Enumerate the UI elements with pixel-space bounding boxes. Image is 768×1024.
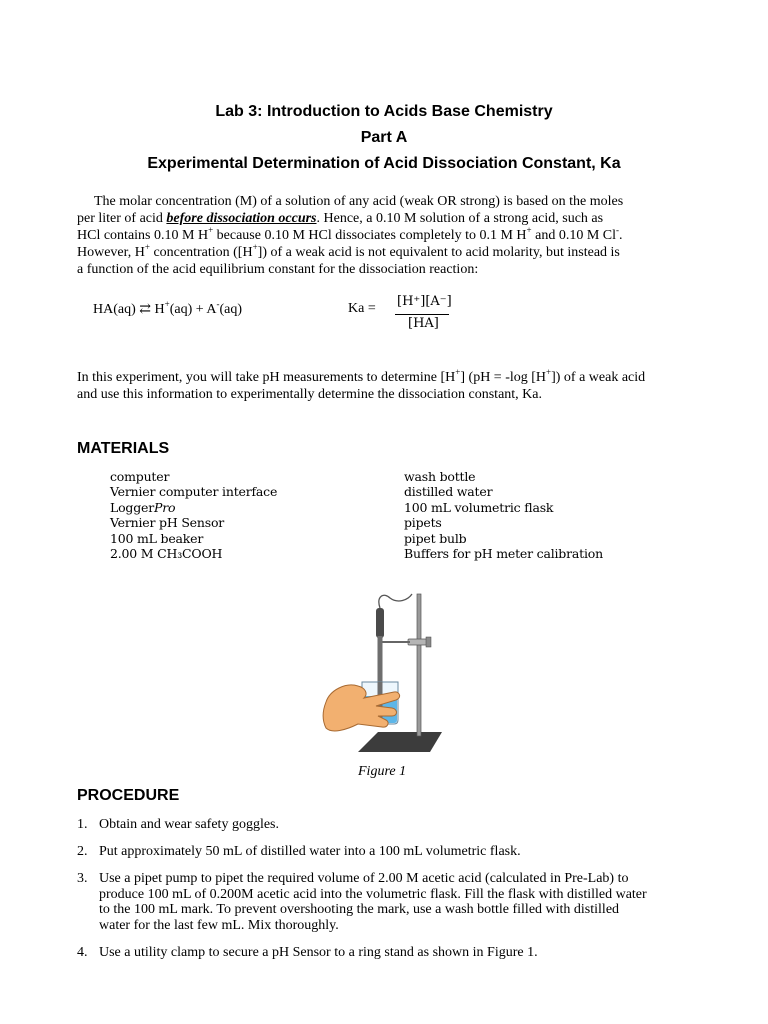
material-item: computer <box>110 469 170 484</box>
figure-caption: Figure 1 <box>358 764 407 779</box>
emphasis-before-dissociation: before dissociation occurs <box>166 211 317 226</box>
step-text: Obtain and wear safety goggles. <box>99 817 279 832</box>
material-item: Vernier pH Sensor <box>110 515 225 531</box>
reaction-part-b: (aq) + A <box>169 302 217 317</box>
step-text <box>99 871 692 933</box>
intro-line-3-b: because 0.10 M HCl dissociates completely to 0.1 M H <box>213 228 527 243</box>
sensor-cable <box>379 594 412 608</box>
material-item: Vernier computer interface <box>110 484 278 500</box>
intro-line-2 <box>77 210 692 227</box>
dissociation-reaction <box>93 301 242 318</box>
step-text: Put approximately 50 mL of distilled water into a 100 mL volumetric flask. <box>99 844 521 859</box>
step-number: 2. <box>77 844 88 859</box>
procedure-step <box>77 817 692 833</box>
superscript: + <box>526 225 532 235</box>
materials-list-left <box>110 469 277 561</box>
superscript: + <box>144 242 150 252</box>
step-line: Use a pipet pump to pipet the required volume of 2.00 M acetic acid (calculated in Pre-Lab) to <box>99 871 629 886</box>
material-item: wash bottle <box>404 469 476 484</box>
superscript: + <box>546 367 552 377</box>
step-text: Use a utility clamp to secure a pH Sensor to a ring stand as shown in Figure 1. <box>99 945 538 960</box>
intro-line-3-c: and 0.10 M Cl <box>531 228 617 243</box>
procedure-step <box>77 844 692 860</box>
page-title: Lab 3: Introduction to Acids Base Chemistry <box>215 103 553 120</box>
step-line: to the 100 mL mark. To prevent overshooting the mark, use a wash bottle filled with distilled <box>99 902 620 917</box>
intro-line-4 <box>77 244 692 261</box>
reaction-part-c: (aq) <box>219 302 243 317</box>
intro-line-4-b: concentration ([H <box>149 245 253 260</box>
material-item: 100 mL volumetric flask <box>404 499 554 515</box>
step-number: 3. <box>77 871 88 886</box>
intro-paragraph <box>77 193 692 278</box>
material-logger: Logger <box>110 499 155 515</box>
experiment-line-1-c: ]) of a weak acid <box>551 370 646 385</box>
experiment-paragraph <box>77 369 692 403</box>
superscript: + <box>208 225 214 235</box>
ring-stand-base <box>358 732 442 752</box>
intro-line-4-c: ]) of a weak acid is not equivalent to acid molarity, but instead is <box>257 245 620 260</box>
intro-line-4-a: However, H <box>77 245 145 260</box>
ka-denominator: [HA] <box>408 316 439 331</box>
ph-sensor-setup-figure <box>320 590 450 760</box>
intro-line-3-d: . <box>619 228 623 243</box>
ka-numerator: [H⁺][A⁻] <box>397 294 452 309</box>
intro-line-3-a: HCl contains 0.10 M H <box>77 228 209 243</box>
clamp-knob <box>426 637 431 647</box>
intro-line-5: a function of the acid equilibrium constant for the dissociation reaction: <box>77 262 479 277</box>
experiment-line-1 <box>77 369 692 386</box>
material-item: pipets <box>404 515 442 531</box>
step-number: 4. <box>77 945 88 960</box>
material-item: 2.00 M CH₃COOH <box>110 546 223 562</box>
superscript: - <box>216 299 220 309</box>
materials-heading: MATERIALS <box>77 440 170 457</box>
reaction-part-a: HA(aq) ⇄ H <box>93 302 165 317</box>
page-subtitle-part: Part A <box>360 129 408 146</box>
material-item: Buffers for pH meter calibration <box>404 546 603 562</box>
procedure-heading: PROCEDURE <box>77 787 180 804</box>
fraction-bar <box>395 314 449 315</box>
material-item: pipet bulb <box>404 530 467 546</box>
superscript: + <box>164 299 170 309</box>
materials-list-right <box>404 469 603 561</box>
step-line: water for the last few mL. Mix thoroughly. <box>99 917 339 933</box>
experiment-line-1-a: In this experiment, you will take pH measurements to determine [H <box>77 370 456 385</box>
superscript: + <box>252 242 258 252</box>
intro-line-2-text-end: . Hence, a 0.10 M solution of a strong acid, such as <box>316 211 604 226</box>
experiment-line-2: and use this information to experimentally determine the dissociation constant, Ka. <box>77 387 542 402</box>
intro-line-2-text: per liter of acid <box>77 211 167 226</box>
step-line: produce 100 mL of 0.200M acetic acid into the volumetric flask. Fill the flask with distilled water <box>99 886 647 902</box>
ka-label: Ka = <box>348 301 376 316</box>
superscript: + <box>455 367 461 377</box>
intro-line-1: The molar concentration (M) of a solution of any acid (weak OR strong) is based on the moles <box>94 194 624 209</box>
ph-sensor-body <box>376 608 384 638</box>
material-item: 100 mL beaker <box>110 530 204 546</box>
procedure-step <box>77 945 692 961</box>
material-item <box>110 500 277 515</box>
superscript: - <box>616 225 620 235</box>
step-number: 1. <box>77 817 88 832</box>
material-item: distilled water <box>404 484 493 500</box>
experiment-line-1-b: ] (pH = -log [H <box>460 370 547 385</box>
material-logger-pro: Pro <box>154 499 176 515</box>
page-subtitle-experiment: Experimental Determination of Acid Dissociation Constant, Ka <box>147 155 621 172</box>
procedure-step <box>77 871 692 933</box>
ring-stand-rod <box>417 594 421 736</box>
intro-line-3 <box>77 227 692 244</box>
